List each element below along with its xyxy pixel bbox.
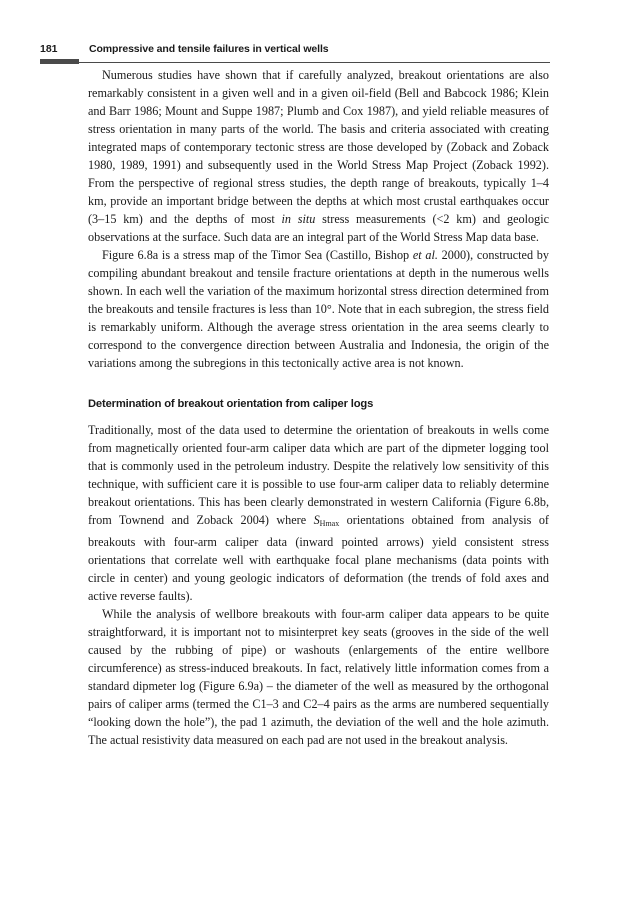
paragraph-2	[88, 246, 549, 372]
shmax-subscript: Hmax	[319, 519, 340, 528]
running-title: Compressive and tensile failures in vertical wells	[89, 43, 329, 55]
paragraph-3-end: orientations obtained from analysis of breakouts with four-arm caliper data (inward pointed arrows) yield consistent stress orientations that correlate well with earthquake focal plane mechanisms (data points with circle in center) and young geologic indicators of deformation (the trends of fold axes and active reverse faults).	[88, 513, 549, 603]
shmax-symbol: S	[313, 513, 320, 527]
section-heading: Determination of breakout orientation from caliper logs	[88, 398, 374, 410]
paragraph-2-end: 2000), constructed by compiling abundant breakout and tensile fracture orientations at depth in the numerous wells shown. In each well the variation of the maximum horizontal stress direction determined from the breakouts and tensile fractures is less than 10°. Note that in each subregion, the stress field is remarkably uniform. Although the average stress orientation in the area seems clearly to correspond to the convergence direction between Australia and Indonesia, the origin of the variations among the subregions in this tectonically active area is not known.	[88, 248, 549, 370]
paragraph-1	[88, 66, 549, 246]
paragraph-3	[88, 421, 549, 605]
paragraph-3-text: Traditionally, most of the data used to determine the orientation of breakouts in wells come from magnetically oriented four-arm caliper data which are part of the dipmeter logging tool that is commonly used in the petroleum industry. Despite the relatively low sensitivity of this technique, with sufficient care it is possible to use four-arm caliper data to reliably determine breakout orientations. This has been clearly demonstrated in western California (Figure 6.8b, from Townend and Zoback 2004) where	[88, 423, 549, 527]
paragraph-4	[88, 605, 549, 749]
paragraph-1-italic: in situ	[281, 212, 316, 226]
paragraph-2-italic: et al.	[412, 248, 438, 262]
header-rule-accent	[40, 59, 79, 64]
page-body	[88, 63, 549, 749]
page-number: 181	[40, 43, 58, 55]
paragraph-4-text: While the analysis of wellbore breakouts with four-arm caliper data appears to be quite straightforward, it is important not to misinterpret key seats (grooves in the side of the well caused by the rubbing of pipe) or washouts (enlargements of the entire wellbore circumference) as stress-induced breakouts. In fact, relatively little information comes from a standard dipmeter log (Figure 6.9a) – the diameter of the well as measured by the orthogonal pairs of caliper arms (termed the C1–3 and C2–4 pairs as the arms are numbered sequentially “looking down the hole”), the pad 1 azimuth, the deviation of the well and the hole azimuth. The actual resistivity data measured on each pad are not used in the breakout analysis.	[88, 607, 549, 747]
running-header	[40, 41, 550, 57]
paragraph-1-text: Numerous studies have shown that if carefully analyzed, breakout orientations are also remarkably consistent in a given well and in a given oil-field (Bell and Babcock 1986; Klein and Barr 1986; Mount and Suppe 1987; Plumb and Cox 1987), and yield reliable measures of stress orientation in many parts of the world. The basis and criteria associated with creating integrated maps of contemporary tectonic stress are those developed by (Zoback and Zoback 1980, 1989, 1991) and subsequently used in the World Stress Map Project (Zoback 1992). From the perspective of regional stress studies, the depth range of breakouts, typically 1–4 km, provide an important bridge between the depths at which most crustal earthquakes occur (3–15 km) and the depths of most	[88, 68, 549, 226]
paragraph-1-end: stress measurements (<2 km) and geologic observations at the surface. Such data are an integral part of the World Stress Map data base.	[88, 212, 549, 244]
paragraph-2-text: Figure 6.8a is a stress map of the Timor Sea (Castillo, Bishop	[102, 248, 413, 262]
